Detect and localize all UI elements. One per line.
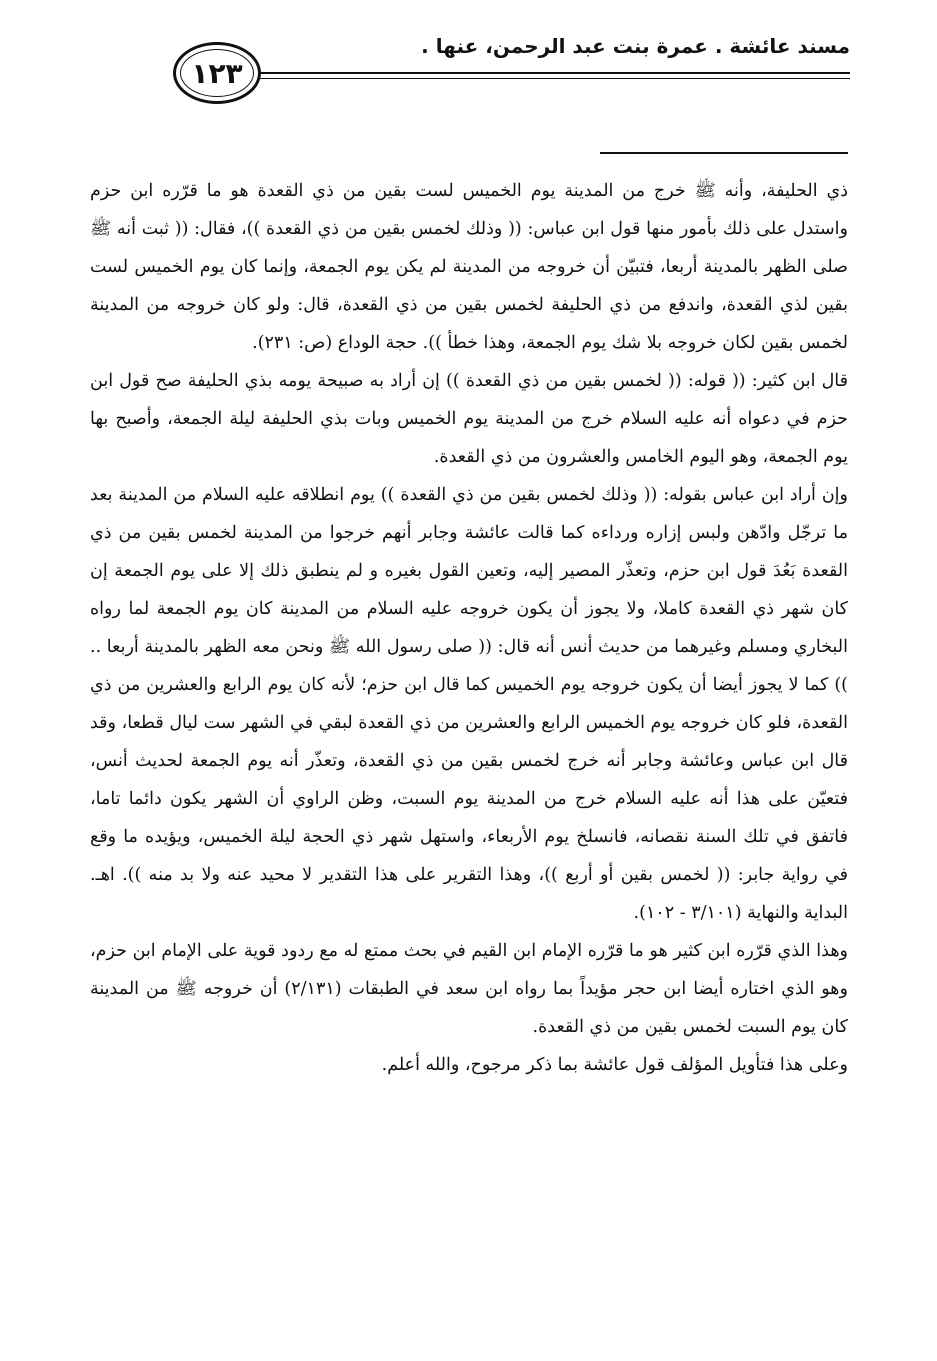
page-number: ١٢٣: [191, 56, 243, 90]
header-rule: [250, 72, 850, 74]
paragraph-5: وعلى هذا فتأويل المؤلف قول عائشة بما ذكر مرجوح، والله أعلم.: [381, 1055, 848, 1075]
footnote-separator-rule: [600, 152, 848, 154]
paragraph-2: قال ابن كثير: (( قوله: (( لخمس بقين من ذي القعدة )) إن أراد به صبيحة يومه بذي الحليفة صح قول ابن حزم في دعواه أنه عليه السلام خرج من المدينة يوم الخميس وبات بذي الحليفة ليلة الجمعة، وأصبح بها يوم الجمعة، وهو اليوم الخامس والعشرون من ذي القعدة.: [90, 371, 848, 467]
body-text: [90, 172, 848, 1084]
page-number-badge: [173, 42, 261, 104]
paragraph-1: ذي الحليفة، وأنه ﷺ خرج من المدينة يوم الخميس لست بقين من ذي القعدة هو ما قرّره ابن حزم واستدل على ذلك بأمور منها قول ابن عباس: (( وذلك لخمس بقين من ذي القعدة ))، فقال: (( ثبت أنه ﷺ صلى الظهر بالمدينة أربعا، فتبيّن أن خروجه من المدينة لم يكن يوم الجمعة، وإنما كان يوم الخميس لست بقين لذي القعدة، واندفع من ذي الحليفة لخمس بقين من ذي القعدة، قال: ولو كان خروجه من المدينة لخمس بقين لكان خروجه بلا شك يوم الجمعة، وهذا خطأ )). حجة الوداع (ص: ٢٣١).: [90, 181, 848, 353]
paragraph-4: وهذا الذي قرّره ابن كثير هو ما قرّره الإمام ابن القيم في بحث ممتع له مع ردود قوية على الإمام ابن حزم، وهو الذي اختاره أيضا ابن حجر مؤيداً بما رواه ابن سعد في الطبقات (٢/١٣١) أن خروجه ﷺ من المدينة كان يوم السبت لخمس بقين من ذي القعدة.: [90, 941, 848, 1037]
header-rule-thin: [250, 78, 850, 79]
header-title: مسند عائشة . عمرة بنت عبد الرحمن، عنها .: [421, 34, 850, 58]
paragraph-3: وإن أراد ابن عباس بقوله: (( وذلك لخمس بقين من ذي القعدة )) يوم انطلاقه عليه السلام من المدينة بعد ما ترجّل وادّهن ولبس إزاره ورداءه كما قالت عائشة وجابر أنهم خرجوا من المدينة لخمس بقين من ذي القعدة بَعُدَ قول ابن حزم، وتعذّر المصير إليه، وتعين القول بغيره و لم ينطبق ذلك إلا على يوم الجمعة إن كان شهر ذي القعدة كاملا، ولا يجوز أن يكون خروجه عليه السلام من المدينة كان يوم الجمعة لما رواه البخاري ومسلم وغيرهما من حديث أنس أنه قال: (( صلى رسول الله ﷺ ونحن معه الظهر بالمدينة أربعا .. )) كما لا يجوز أيضا أن يكون خروجه يوم الخميس كما قال ابن حزم؛ لأنه كان يوم الرابع والعشرين من ذي القعدة، فلو كان خروجه يوم الخميس الرابع والعشرين من ذي القعدة لبقي في الشهر ست ليال قطعا، وقد قال ابن عباس وعائشة وجابر أنه خرج لخمس بقين من ذي القعدة، وتعذّر أنه يوم الجمعة لحديث أنس، فتعيّن على هذا أنه عليه السلام خرج من المدينة يوم السبت، وظن الراوي أن الشهر يكون دائما تاما، فاتفق في تلك السنة نقصانه، فانسلخ يوم الأربعاء، واستهل شهر ذي الحجة ليلة الخميس، ويؤيده ما وقع في رواية جابر: (( لخمس بقين أو أربع ))، وهذا التقرير على هذا التقدير لا محيد عنه ولا بد منه )). اهـ. البداية والنهاية (٣/١٠١ - ١٠٢).: [90, 485, 848, 923]
